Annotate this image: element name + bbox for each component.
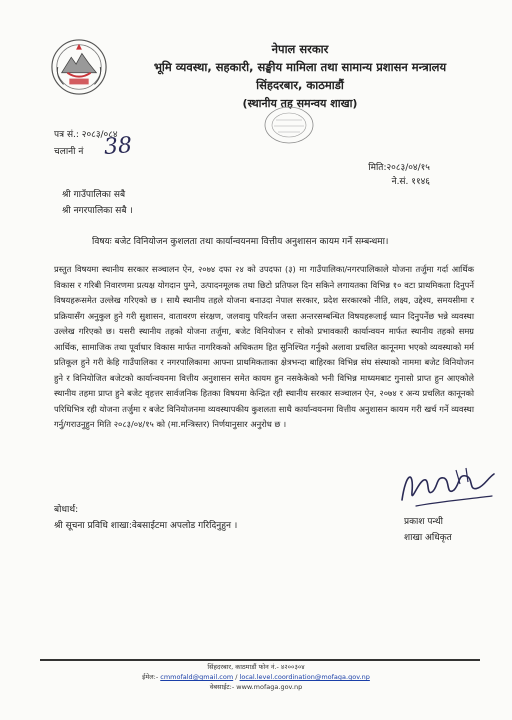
footer-website: वेबसाईट:- www.mofaga.gov.np — [209, 683, 303, 691]
dispatch-number-handwritten: 38 — [103, 133, 133, 160]
subject-label: विषयः — [92, 237, 112, 247]
footer-address: सिंहदरबार, काठमाडौं फोन नं.- ४२००३०४ — [207, 663, 305, 671]
addressee-urban: श्री नगरपालिका सबै । — [62, 206, 133, 216]
header-location: सिंहदरबार, काठमाडौं — [256, 78, 344, 92]
signatory-title: शाखा अधिकृत — [404, 533, 452, 543]
office-stamp-icon — [262, 104, 316, 146]
cc-label: बोधार्थ: — [54, 505, 79, 515]
header-ministry: भूमि व्यवस्था, सहकारी, सङ्घीय मामिला तथा सामान्य प्रशासन मन्त्रालय — [153, 60, 447, 74]
footer-emails: ईमेल:- cmmofald@gmail.com / local.level.coordination@mofaga.gov.np — [142, 673, 370, 681]
addressee-rural: श्री गाउँपालिका सबै — [62, 190, 126, 200]
cc-recipient: श्री सूचना प्रविधि शाखा:वेबसाईटमा अपलोड गरिदिनुहुन । — [54, 521, 238, 531]
header-section: (स्थानीय तह समन्वय शाखा) — [242, 97, 358, 110]
subject-line — [92, 234, 472, 247]
nepal-sambat-date: ने.सं. ११४६ — [391, 177, 430, 187]
subject-text: बजेट विनियोजन कुशलता तथा कार्यान्वयनमा वित्तीय अनुशासन कायम गर्ने सम्बन्धमा। — [114, 237, 389, 247]
letter-date: मिति:२०८३/०४/१५ — [368, 163, 430, 173]
footer-divider — [40, 659, 480, 661]
email-link-gmail[interactable]: cmmofald@gmail.com — [160, 673, 234, 681]
nepal-emblem-icon — [50, 38, 108, 96]
reference-number: पत्र सं.: २०८३/०८४ — [54, 130, 118, 140]
handwritten-signature-icon — [396, 462, 500, 512]
signatory-name: प्रकाश पन्थी — [404, 517, 443, 527]
email-link-coordination[interactable]: local.level.coordination@mofaga.gov.np — [239, 673, 370, 681]
header-government: नेपाल सरकार — [271, 42, 329, 56]
letter-body: प्रस्तुत विषयमा स्थानीय सरकार सञ्चालन ऐन, २०७४ दफा २४ को उपदफा (३) मा गाउँपालिका/नगरपालिकाले योजना तर्जुमा गर्दा आर्थिक विकास र गरिबी निवारणमा प्रत्यक्ष योगदान पुग्ने, उत्पादनमूलक तथा छिटो प्रतिफल दिन सकिने लगायतका विभिन्न १० वटा प्राथमिकता दिनुपर्ने विषयहरूसमेत उल्लेख गरिएको छ । साथै स्थानीय तहले योजना बनाउदा नेपाल सरकार, प्रदेश सरकारको नीति, लक्ष्य, उद्देश्य, समयसीमा र प्रक्रियासँग अनुकुल हुने गरी सुशासन, वातावरण संरक्षण, जलवायु परिवर्तन जस्ता अन्तरसम्बन्धित विषयहरूलाई ध्यान दिनुपर्नेछ भन्ने व्यवस्था उल्लेख गरिएको छ। यसरी स्थानीय तहको योजना तर्जुमा, बजेट विनियोजन र सोको प्रभावकारी कार्यान्वयन मार्फत स्थानीय तहको समग्र आर्थिक, सामाजिक तथा पूर्वाधार विकास मार्फत नागरिकको अधिकतम हित सुनिश्चित गर्नुको अलावा प्रचलित कानूनमा भएको व्यवस्थाको मर्म प्रतिकूल हुने गरी केहि गाउँपालिका र नगरपालिकामा आफ्ना प्राथमिकताका क्षेत्रभन्दा बाहिरका विभिन्न संघ संस्थाको नाममा बजेट विनियोजन हुने र विनियोजित बजेटको कार्यान्वयनमा वित्तीय अनुशासन समेत कायम हुन नसकेकेको भनी विभिन्न माध्यमबाट गुनासो प्राप्त हुन आएकोले स्थानीय तहमा प्राप्त हुने बजेट वृहत्तर सार्वजनिक हितका विषयमा केन्द्रित रही स्थानीय सरकार सञ्चालन ऐन, २०७४ र अन्य प्रचलित कानूनको परिधिभित्र रही योजना तर्जुमा र बजेट विनियोजनमा व्यवस्थापकीय कुशलता साथै कार्यान्वयनमा वित्तीय अनुशासन कायम गरी खर्च गर्ने व्यवस्था गर्नु/गराउनुहुन मिति २०८३/०४/१५ को (मा.मन्त्रिस्तर) निर्णयानुसार अनुरोध छ । — [54, 264, 474, 429]
dispatch-label: चलानी नं — [54, 147, 84, 157]
